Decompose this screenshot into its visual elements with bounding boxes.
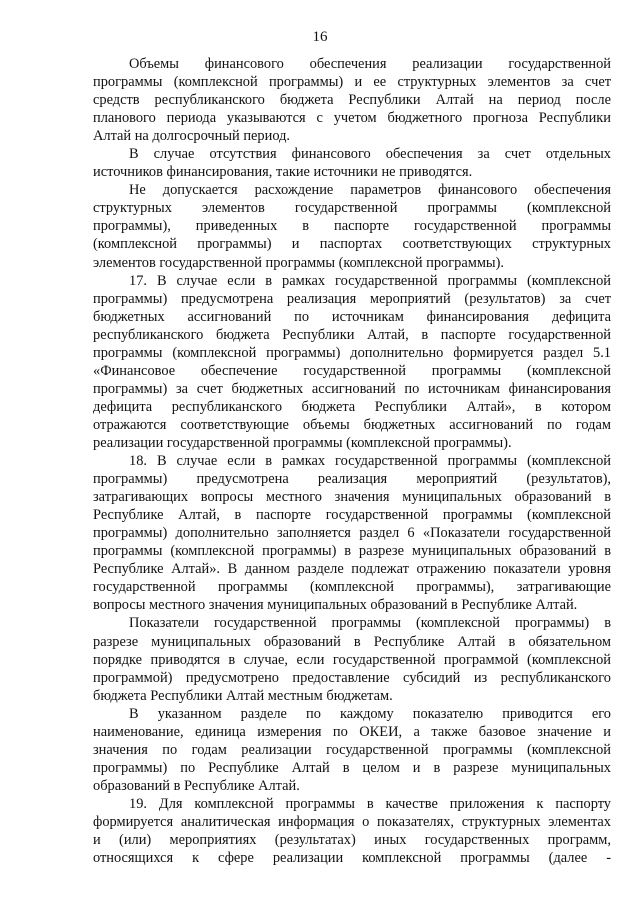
text-line: образований в Республике Алтай. (93, 777, 300, 794)
text-line: 17. В случае если в рамках государственной программы (комплексной (129, 272, 611, 289)
text-line: Республике Алтай». В данном разделе подлежат отражению показатели уровня (93, 561, 611, 578)
text-line: государственной программы (комплексной программы), затрагивающие (93, 579, 611, 596)
text-line: программой) предусмотрено предоставление субсидий из республиканского (93, 669, 611, 686)
text-line: бюджета Республики Алтай местным бюджетам. (93, 687, 393, 704)
text-line: относящихся к сфере реализации комплексной программы (далее - (93, 850, 611, 867)
text-line: дефицита республиканского бюджета Республики Алтай», в котором (93, 398, 611, 415)
text-line: средств республиканского бюджета Республики Алтай на период после (93, 92, 611, 109)
text-line: (комплексной программы) и паспортах соответствующих структурных (93, 236, 611, 253)
text-line: программы), приведенных в паспорте государственной программы (93, 218, 611, 235)
text-line: Объемы финансового обеспечения реализации государственной (129, 56, 611, 72)
text-line: В указанном разделе по каждому показателю приводится его (129, 705, 611, 722)
text-line: Не допускается расхождение параметров финансового обеспечения (129, 182, 611, 199)
text-line: разрезе муниципальных образований в Республике Алтай в обязательном (93, 633, 611, 650)
text-line: Алтай на долгосрочный период. (93, 128, 291, 145)
text-line: формируется аналитическая информация о показателях, структурных элементах (93, 813, 611, 830)
text-line: затрагивающих вопросы местного значения муниципальных образований в (93, 489, 611, 506)
text-line: отражаются соответствующие объемы бюджетных ассигнований по годам (93, 416, 611, 433)
text-line: «Финансовое обеспечение государственной программы (комплексной (93, 362, 611, 379)
text-line: программы) дополнительно заполняется раздел 6 «Показатели государственной (93, 525, 611, 542)
text-line: вопросы местного значения муниципальных образований в Республике Алтай. (93, 597, 578, 614)
body-text (93, 55, 611, 867)
text-line: программы (комплексной программы) дополнительно формируется раздел 5.1 (93, 344, 611, 361)
text-line: В случае отсутствия финансового обеспечения за счет отдельных (129, 146, 611, 163)
text-line: программы) предусмотрена реализация мероприятий (результатов) за счет (93, 290, 611, 307)
text-line: структурных элементов государственной программы (комплексной (93, 200, 611, 217)
text-line: значения по годам реализации государственной программы (комплексной (93, 741, 611, 758)
text-line: программы) за счет бюджетных ассигнований по источникам финансирования (93, 380, 611, 397)
text-line: программы) по Республике Алтай в целом и в разрезе муниципальных (93, 759, 611, 776)
text-line: республиканского бюджета Республики Алтай, в паспорте государственной (93, 326, 611, 343)
text-line: источников финансирования, такие источники не приводятся. (93, 164, 473, 181)
text-line: программы) предусмотрена реализация мероприятий (результатов), (93, 471, 611, 488)
text-line: планового периода указываются с учетом бюджетного прогноза Республики (93, 110, 611, 127)
text-line: бюджетных ассигнований по источникам финансирования дефицита (93, 308, 611, 325)
text-line: наименование, единица измерения по ОКЕИ, а также базовое значение и (93, 723, 611, 740)
text-line: Показатели государственной программы (комплексной программы) в (129, 615, 611, 632)
text-line: реализации государственной программы (комплексной программы). (93, 434, 512, 451)
text-line: и (или) мероприятиях (результатах) иных государственных программ, (93, 832, 611, 849)
text-line: порядке приводятся в случае, если государственной программой (комплексной (93, 651, 611, 668)
text-line: программы (комплексной программы) и ее структурных элементов за счет (93, 74, 611, 91)
text-line: программы (комплексной программы) в разрезе муниципальных образований в (93, 543, 611, 560)
text-line: элементов государственной программы (комплексной программы). (93, 254, 504, 271)
text-line: 18. В случае если в рамках государственной программы (комплексной (129, 453, 611, 470)
text-line: Республике Алтай, в паспорте государственной программы (комплексной (93, 507, 611, 524)
page-number: 16 (312, 29, 328, 45)
text-line: 19. Для комплексной программы в качестве приложения к паспорту (129, 795, 611, 812)
